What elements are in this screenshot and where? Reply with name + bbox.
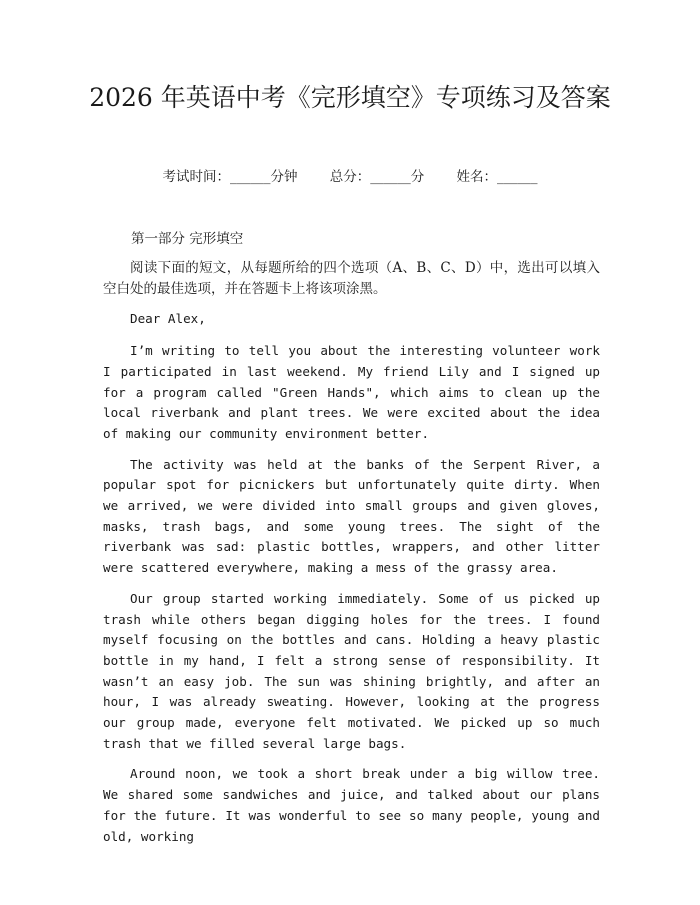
passage-paragraph-2: The activity was held at the banks of the Serpent River, a popular spot for picnickers but unfortunately quite dirty. When we arrived, we were divided into small groups and given gloves, masks, trash bags, and some young trees. The sight of the riverbank was sad: plastic bottles, wrappers, and other litter were scattered everywhere, making a mess of the grassy area.	[103, 456, 600, 576]
exam-meta-line	[0, 166, 700, 188]
passage-paragraph-3: Our group started working immediately. Some of us picked up trash while others began digging holes for the trees. I found myself focusing on the bottles and cans. Holding a heavy plastic bottle in my hand, I felt a strong sense of responsibility. It wasn’t an easy job. The sun was shining brightly, and after an hour, I was already sweating. However, looking at the progress our group made, everyone felt motivated. We picked up so much trash that we filled several large bags.	[103, 590, 600, 751]
exam-time-field: 考试时间：______分钟	[162, 169, 298, 185]
document-title: 2026 年英语中考《完形填空》专项练习及答案	[89, 83, 611, 112]
total-score-field: 总分：______分	[329, 169, 425, 185]
section-title: 第一部分 完形填空	[131, 231, 244, 247]
passage	[103, 258, 600, 857]
instructions-paragraph: 阅读下面的短文，从每题所给的四个选项（A、B、C、D）中，选出可以填入空白处的最佳选项，并在答题卡上将该项涂黑。	[103, 260, 600, 297]
student-name-field: 姓名：______	[456, 169, 538, 185]
passage-paragraph-1: I’m writing to tell you about the interesting volunteer work I participated in last weekend. My friend Lily and I signed up for a program called "Green Hands", which aims to clean up the local riverbank and plant trees. We were excited about the idea of making our community environment better.	[103, 343, 600, 441]
letter-salutation: Dear Alex,	[130, 311, 206, 327]
passage-paragraph-4: Around noon, we took a short break under a big willow tree. We shared some sandwiches and juice, and talked about our plans for the future. It was wonderful to see so many people, young and old, working	[103, 766, 600, 844]
